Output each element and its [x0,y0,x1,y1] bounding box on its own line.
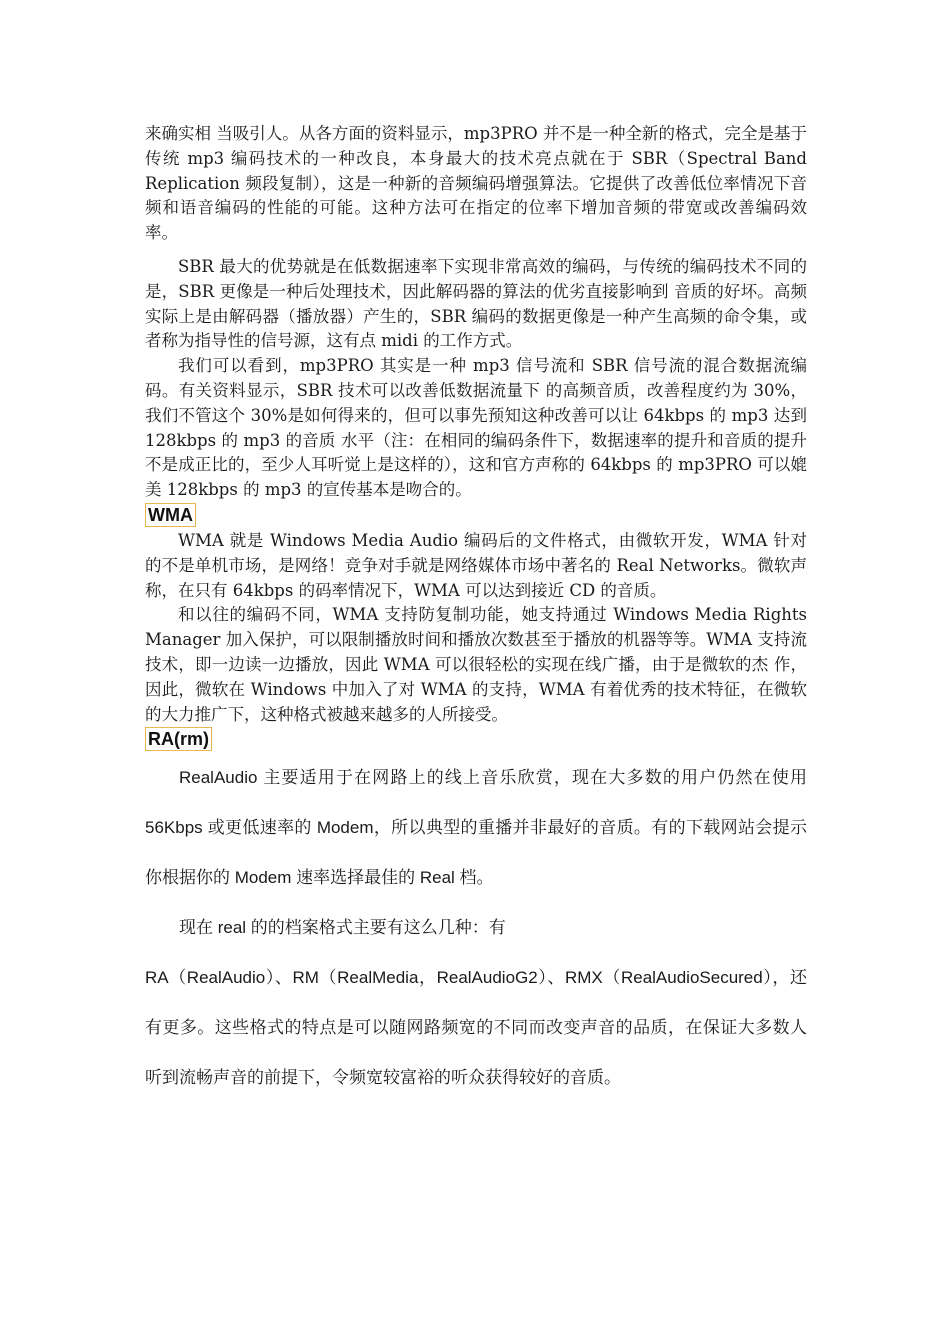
ra-heading-wrap [145,727,807,753]
section-heading-wma: WMA [145,503,196,527]
wma-heading-wrap [145,503,807,529]
paragraph-wma-1: WMA 就是 Windows Media Audio 编码后的文件格式，由微软开发，WMA 针对的不是单机市场，是网络！竞争对手就是网络媒体市场中著名的 Real Networks。微软声称，在只有 64kbps 的码率情况下，WMA 可以达到接近 CD 的音质。 [145,530,807,600]
paragraph-ra-3: RA（RealAudio）、RM（RealMedia，RealAudioG2）、RMX（RealAudioSecured），还有更多。这些格式的特点是可以随网路频宽的不同而改变声音的品质，在保证大多数人听到流畅声音的前提下，令频宽较富裕的听众获得较好的音质。 [145,968,807,1088]
paragraph-ra-2: 现在 real 的的档案格式主要有这么几种：有 [179,918,506,938]
document-body [145,122,824,1103]
ra-section [145,753,807,1103]
paragraph-ra-1: RealAudio 主要适用于在网路上的线上音乐欣赏，现在大多数的用户仍然在使用 56Kbps 或更低速率的 Modem，所以典型的重播并非最好的音质。有的下载网站会提示你根据你的 Modem 速率选择最佳的 Real 档。 [145,768,807,888]
paragraph-mp3pro-intro: 来确实相 当吸引人。从各方面的资料显示，mp3PRO 并不是一种全新的格式，完全是基于传统 mp3 编码技术的一种改良，本身最大的技术亮点就在于 SBR（Spectral Band Replication 频段复制），这是一种新的音频编码增强算法。它提供了改善低位率情况下音频和语音编码的性能的可能。这种方法可在指定的位率下增加音频的带宽或改善编码效 率。 [145,124,824,243]
paragraph-sbr-advantage: SBR 最大的优势就是在低数据速率下实现非常高效的编码，与传统的编码技术不同的是，SBR 更像是一种后处理技术，因此解码器的算法的优劣直接影响到 音质的好坏。高频实际上是由解码器（播放器）产生的，SBR 编码的数据更像是一种产生高频的命令集，或者称为指导性的信号源，这有点 midi 的工作方式。 [145,256,807,351]
section-heading-ra: RA(rm) [145,727,212,751]
paragraph-wma-2: 和以往的编码不同，WMA 支持防复制功能，她支持通过 Windows Media Rights Manager 加入保护，可以限制播放时间和播放次数甚至于播放的机器等等。WMA 支持流技术，即一边读一边播放，因此 WMA 可以很轻松的实现在线广播，由于是微软的杰 作，因此，微软在 Windows 中加入了对 WMA 的支持，WMA 有着优秀的技术特征，在微软的大力推广下，这种格式被越来越多的人所接受。 [145,605,807,724]
paragraph-mp3pro-stream: 我们可以看到，mp3PRO 其实是一种 mp3 信号流和 SBR 信号流的混合数据流编码。有关资料显示，SBR 技术可以改善低数据流量下 的高频音质，改善程度约为 30%，我们不管这个 30%是如何得来的，但可以事先预知这种改善可以让 64kbps 的 mp3 达到 128kbps 的 mp3 的音质 水平（注：在相同的编码条件下，数据速率的提升和音质的提升不是成正比的，至少人耳听觉上是这样的），这和官方声称的 64kbps 的 mp3PRO 可以媲美 128kbps 的 mp3 的宣传基本是吻合的。 [145,356,807,500]
